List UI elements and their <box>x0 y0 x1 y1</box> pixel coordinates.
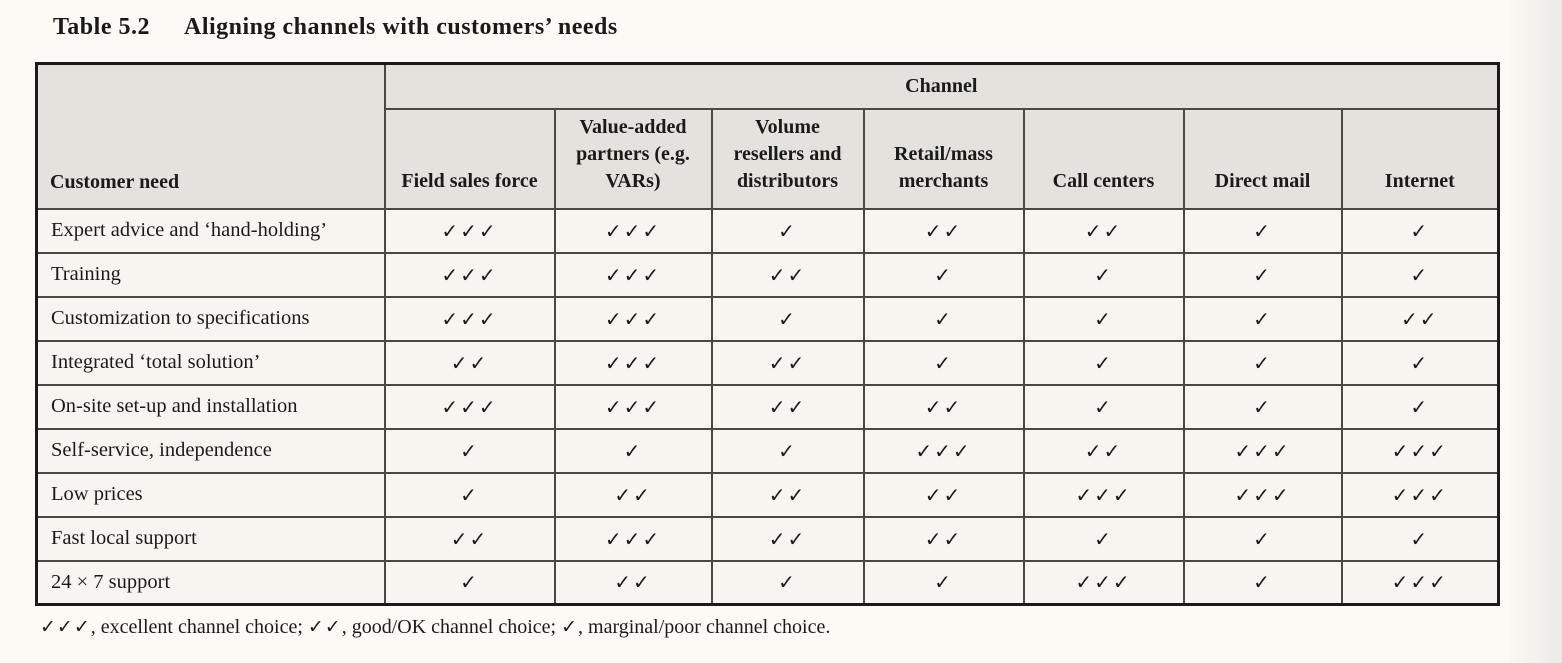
column-header-call-centers: Call centers <box>1024 109 1184 209</box>
rating-cell: ✓✓ <box>712 253 864 297</box>
table-row <box>37 473 1499 517</box>
rating-cell: ✓ <box>1184 341 1342 385</box>
table-row <box>37 341 1499 385</box>
rating-cell: ✓ <box>385 561 555 605</box>
customer-need-label: On-site set-up and installation <box>37 385 385 429</box>
rating-cell: ✓ <box>712 209 864 253</box>
table-row <box>37 561 1499 605</box>
rating-cell: ✓ <box>712 297 864 341</box>
table-row <box>37 385 1499 429</box>
rating-cell: ✓ <box>1024 385 1184 429</box>
channel-alignment-table <box>35 62 1500 606</box>
rating-cell: ✓✓✓ <box>385 385 555 429</box>
rating-cell: ✓ <box>555 429 712 473</box>
customer-need-label: Self-service, independence <box>37 429 385 473</box>
rating-cell: ✓✓✓ <box>1024 473 1184 517</box>
rating-cell: ✓ <box>1184 385 1342 429</box>
column-header-direct-mail: Direct mail <box>1184 109 1342 209</box>
table-row <box>37 253 1499 297</box>
rating-cell: ✓ <box>1184 517 1342 561</box>
rating-cell: ✓✓ <box>864 517 1024 561</box>
rating-cell: ✓✓ <box>1024 429 1184 473</box>
customer-need-label: Customization to specifications <box>37 297 385 341</box>
rating-cell: ✓✓ <box>712 385 864 429</box>
legend <box>40 616 830 639</box>
customer-need-label: Fast local support <box>37 517 385 561</box>
rating-cell: ✓ <box>1342 517 1499 561</box>
rating-cell: ✓✓ <box>864 385 1024 429</box>
column-header-value-added-partners: Value-added partners (e.g. VARs) <box>555 109 712 209</box>
scan-page-edge <box>1504 0 1562 663</box>
rating-cell: ✓✓✓ <box>1184 473 1342 517</box>
header-row-channel <box>37 64 1499 109</box>
rating-cell: ✓✓✓ <box>385 253 555 297</box>
customer-need-label: 24 × 7 support <box>37 561 385 605</box>
rating-cell: ✓✓ <box>712 517 864 561</box>
rating-cell: ✓ <box>1024 253 1184 297</box>
table-row <box>37 429 1499 473</box>
rating-cell: ✓✓ <box>555 561 712 605</box>
rating-cell: ✓✓ <box>1024 209 1184 253</box>
column-header-field-sales-force: Field sales force <box>385 109 555 209</box>
customer-need-label: Expert advice and ‘hand-holding’ <box>37 209 385 253</box>
rating-cell: ✓✓✓ <box>555 209 712 253</box>
rating-cell: ✓✓✓ <box>1184 429 1342 473</box>
rating-cell: ✓ <box>712 429 864 473</box>
table-title <box>53 14 618 41</box>
column-header-retail-mass-merchants: Retail/mass merchants <box>864 109 1024 209</box>
table-row <box>37 517 1499 561</box>
table-title-text: Aligning channels with customers’ needs <box>183 14 618 40</box>
rating-cell: ✓ <box>712 561 864 605</box>
customer-need-header: Customer need <box>37 64 385 209</box>
rating-cell: ✓✓✓ <box>555 385 712 429</box>
rating-cell: ✓✓✓ <box>864 429 1024 473</box>
rating-cell: ✓✓✓ <box>555 517 712 561</box>
rating-cell: ✓ <box>1024 341 1184 385</box>
rating-cell: ✓ <box>1184 209 1342 253</box>
rating-cell: ✓ <box>1342 341 1499 385</box>
rating-cell: ✓✓ <box>864 473 1024 517</box>
rating-cell: ✓✓✓ <box>1342 473 1499 517</box>
legend-checks-marginal: ✓ <box>561 616 579 638</box>
column-header-internet: Internet <box>1342 109 1499 209</box>
rating-cell: ✓✓✓ <box>1024 561 1184 605</box>
rating-cell: ✓ <box>1342 209 1499 253</box>
rating-cell: ✓✓✓ <box>555 341 712 385</box>
rating-cell: ✓ <box>864 341 1024 385</box>
channel-group-header: Channel <box>385 64 1499 109</box>
rating-cell: ✓ <box>864 297 1024 341</box>
table-row <box>37 209 1499 253</box>
rating-cell: ✓ <box>385 429 555 473</box>
rating-cell: ✓✓ <box>385 517 555 561</box>
legend-checks-good: ✓✓ <box>307 616 342 638</box>
customer-need-label: Integrated ‘total solution’ <box>37 341 385 385</box>
rating-cell: ✓✓ <box>385 341 555 385</box>
rating-cell: ✓ <box>1024 297 1184 341</box>
rating-cell: ✓ <box>1184 297 1342 341</box>
rating-cell: ✓✓✓ <box>385 297 555 341</box>
rating-cell: ✓✓ <box>555 473 712 517</box>
rating-cell: ✓ <box>385 473 555 517</box>
customer-need-label: Low prices <box>37 473 385 517</box>
column-header-volume-resellers: Volume resellers and distributors <box>712 109 864 209</box>
legend-text-excellent: , excellent channel choice; <box>90 616 308 638</box>
rating-cell: ✓✓ <box>712 341 864 385</box>
legend-checks-excellent: ✓✓✓ <box>40 616 91 638</box>
rating-cell: ✓✓✓ <box>555 253 712 297</box>
rating-cell: ✓✓ <box>864 209 1024 253</box>
rating-cell: ✓✓✓ <box>555 297 712 341</box>
rating-cell: ✓ <box>1184 253 1342 297</box>
rating-cell: ✓ <box>1342 253 1499 297</box>
rating-cell: ✓ <box>1342 385 1499 429</box>
legend-text-marginal: , marginal/poor channel choice. <box>578 616 831 638</box>
rating-cell: ✓✓✓ <box>385 209 555 253</box>
legend-text-good: , good/OK channel choice; <box>341 616 562 638</box>
rating-cell: ✓ <box>1184 561 1342 605</box>
table-row <box>37 297 1499 341</box>
rating-cell: ✓ <box>864 561 1024 605</box>
customer-need-label: Training <box>37 253 385 297</box>
rating-cell: ✓ <box>864 253 1024 297</box>
rating-cell: ✓✓ <box>1342 297 1499 341</box>
table-number: Table 5.2 <box>53 14 150 40</box>
rating-cell: ✓✓✓ <box>1342 429 1499 473</box>
rating-cell: ✓✓ <box>712 473 864 517</box>
rating-cell: ✓ <box>1024 517 1184 561</box>
rating-cell: ✓✓✓ <box>1342 561 1499 605</box>
